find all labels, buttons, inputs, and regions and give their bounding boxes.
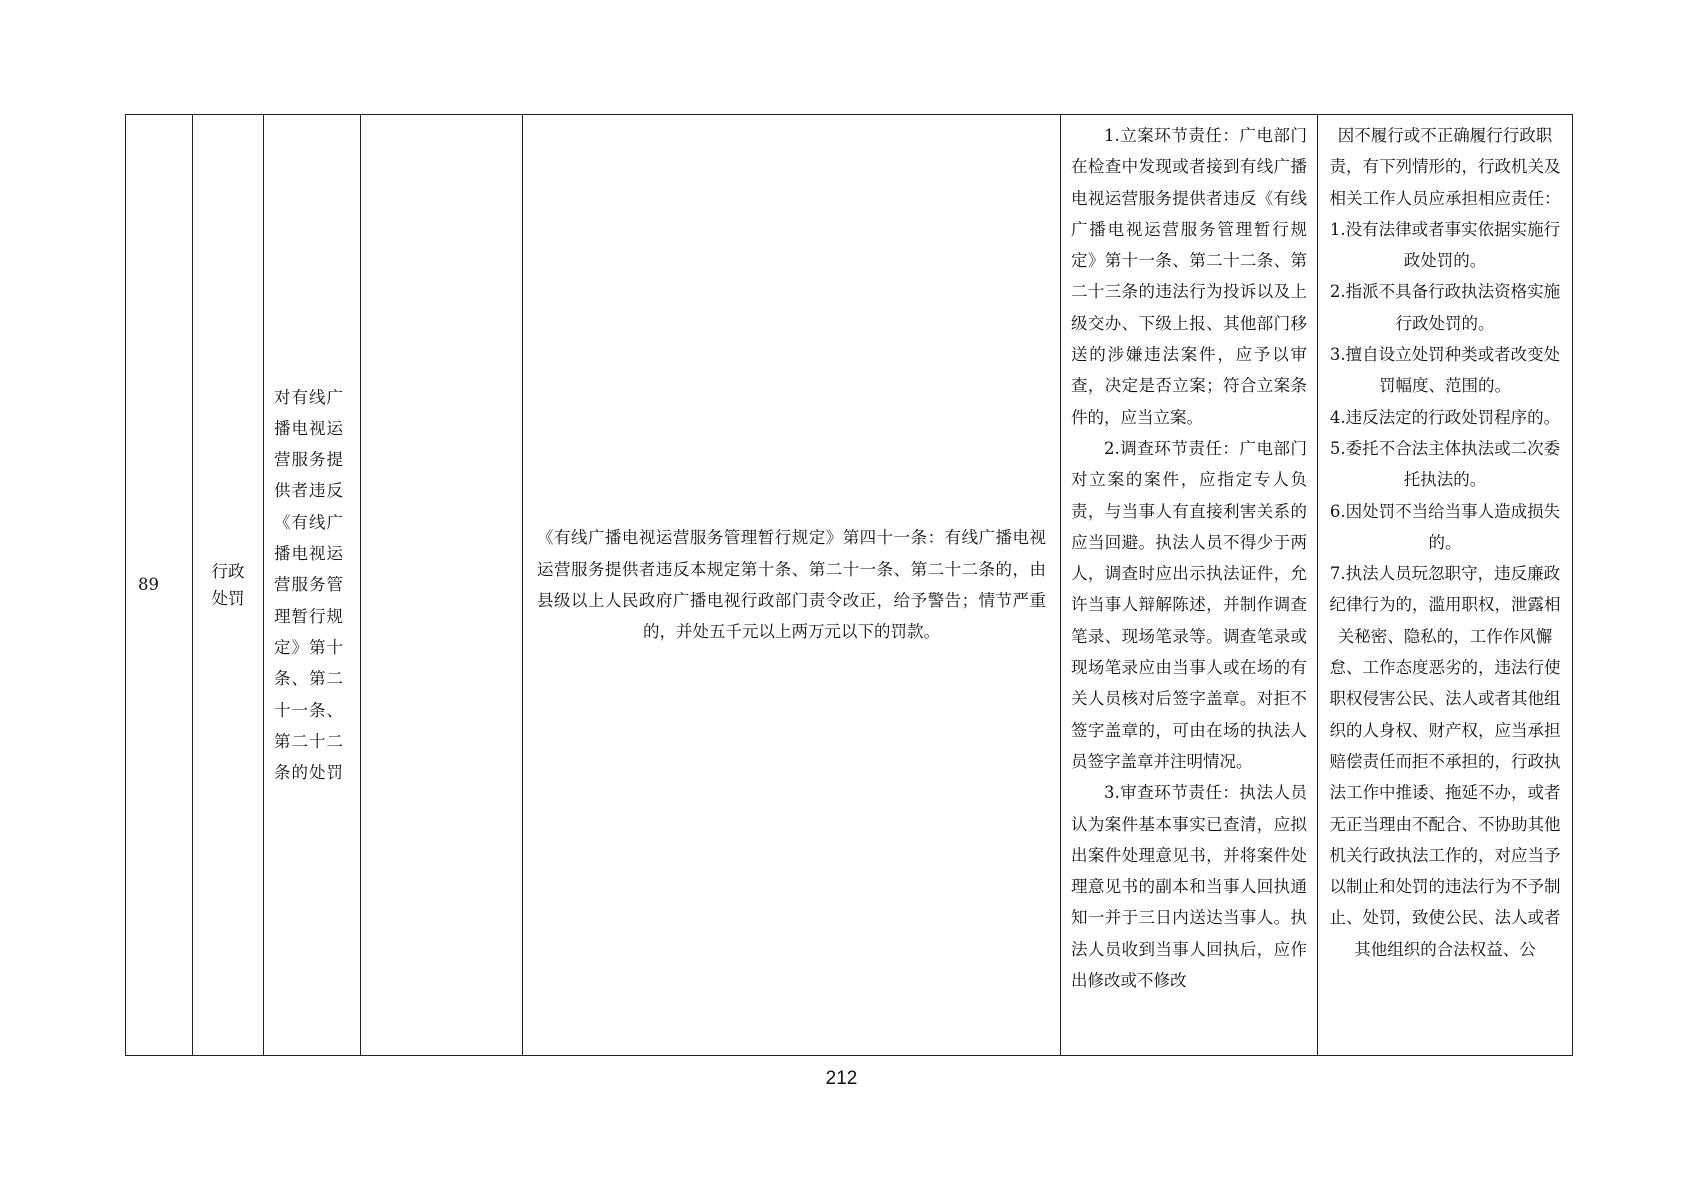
item-name-text: 对有线广播电视运营服务提供者违反《有线广播电视运营服务管理暂行规定》第十条、第二十一条、第二十二条的处罚 (274, 387, 344, 783)
responsibility-paragraph: 2.调查环节责任：广电部门对立案的案件，应指定专人负责，与当事人有直接利害关系的应当回避。执法人员不得少于两人，调查时应出示执法证件，允许当事人辩解陈述，并制作调查笔录、现场笔录等。调查笔录或现场笔录应由当事人或在场的有关人员核对后签字盖章。对拒不签字盖章的，可由在场的执法人员签字盖章并注明情况。 (1071, 438, 1307, 771)
accountability-item: 3.擅自设立处罚种类或者改变处罚幅度、范围的。 (1329, 345, 1561, 396)
responsibility-paragraph: 1.立案环节责任：广电部门在检查中发现或者接到有线广播电视运营服务提供者违反《有线广播电视运营服务管理暂行规定》第十一条、第二十二条、第二十三条的违法行为投诉以及上级交办、下级上报、其他部门移送的涉嫌违法案件，应予以审查，决定是否立案；符合立案条件的，应当立案。 (1071, 126, 1307, 427)
responsibility-paragraph: 3.审查环节责任：执法人员认为案件基本事实已查清，应拟出案件处理意见书，并将案件处理意见书的副本和当事人回执通知一并于三日内送达当事人。执法人员收到当事人回执后，应作出修改或不修改 (1071, 783, 1307, 991)
item-name-cell (264, 115, 361, 1056)
category-cell (193, 115, 264, 1056)
accountability-item: 4.违反法定的行政处罚程序的。 (1329, 407, 1561, 427)
accountability-item: 5.委托不合法主体执法或二次委托执法的。 (1329, 438, 1561, 490)
sub-item-cell (361, 115, 523, 1056)
category-text: 行政处罚 (211, 562, 245, 608)
accountability-item: 2.指派不具备行政执法资格实施行政处罚的。 (1329, 282, 1561, 333)
page-number: 212 (825, 1068, 858, 1089)
accountability-item: 7.执法人员玩忽职守，违反廉政纪律行为的，滥用职权，泄露相关秘密、隐私的，工作作风懈怠、工作态度恶劣的，违法行使职权侵害公民、法人或者其他组织的人身权、财产权，应当承担赔偿责任而拒不承担的，行政执法工作中推诿、拖延不办，或者无正当理由不配合、不协助其他机关行政执法工作的，对应当予以制止和处罚的违法行为不予制止、处罚，致使公民、法人或者其他组织的合法权益、公 (1329, 564, 1561, 959)
responsibility-cell (1061, 115, 1318, 1056)
power-list-table (125, 114, 1573, 1056)
row-number: 89 (138, 575, 159, 595)
legal-basis-cell (523, 115, 1061, 1056)
legal-basis-text: 《有线广播电视运营服务管理暂行规定》第四十一条：有线广播电视运营服务提供者违反本规定第十条、第二十一条、第二十二条的，由县级以上人民政府广播电视行政部门责令改正，给予警告；情节严重的，并处五千元以上两万元以下的罚款。 (537, 528, 1046, 642)
accountability-item: 6.因处罚不当给当事人造成损失的。 (1329, 501, 1561, 552)
accountability-item: 1.没有法律或者事实依据实施行政处罚的。 (1329, 219, 1561, 271)
row-number-cell (126, 115, 193, 1056)
table-row (126, 115, 1573, 1056)
accountability-intro: 因不履行或不正确履行行政职责，有下列情形的，行政机关及相关工作人员应承担相应责任： (1329, 126, 1561, 208)
accountability-cell (1318, 115, 1573, 1056)
